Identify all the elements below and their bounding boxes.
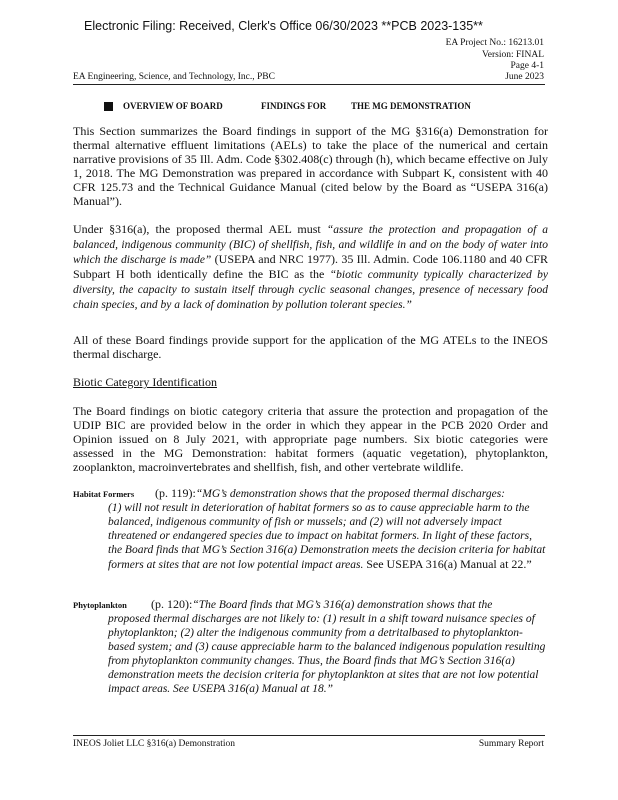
paragraph-bic-mid: (USEPA and NRC 1977). 35 Ill. Admin. Code 106.1180 and 40 CFR Subpart H both identically define the BIC as the	[73, 252, 549, 281]
footer-rule	[73, 735, 545, 736]
project-number: EA Project No.: 16213.01	[445, 38, 544, 48]
paragraph-intro	[73, 124, 548, 208]
category-habitat-formers	[73, 486, 548, 572]
paragraph-intro-text: This Section summarizes the Board findings in support of the MG §316(a) Demonstration for thermal alternative effluent limitations (AELs) to take the place of the numerical and certain narrative provisions of 35 Ill. Adm. Code §302.408(c) through (h), which became effective on July 1, 2018. The MG Demonstration was prepared in accordance with Subpart K, consistent with 40 CFR 125.73 and the Technical Guidance Manual (cited below by the Board as “USEPA 316(a) Manual”).	[73, 124, 548, 208]
footer-left: INEOS Joliet LLC §316(a) Demonstration	[73, 739, 236, 749]
quote-first-line: “MG’s demonstration shows that the proposed thermal discharges:	[195, 488, 506, 500]
quote-body: proposed thermal discharges are not likely to: (1) result in a shift toward nuisance species of phytoplankton; (2) alter the indigenous community from a detritalbased to phytoplankton-based system; and (3) cause appreciable harm to the balanced indigenous population resulting from phytoplankton community changes. Thus, the Board finds that MG’s Section 316(a) demonstration meets the decision criteria for phytoplankton at sites that are not low potential impact areas. See USEPA 316(a) Manual at 18.”	[108, 613, 546, 695]
category-name: Phytoplankton	[73, 600, 127, 610]
header-rule	[73, 84, 545, 85]
section-heading-part1: OVERVIEW OF BOARD	[123, 101, 223, 111]
bic-quote-2: “biotic community typically characterized by diversity, the capacity to sustain itself through cyclic seasonal changes, presence of necessary food chain species, and by a lack of domination by pollution tolerant species.”	[73, 269, 549, 311]
page-reference: (p. 120):	[151, 597, 193, 611]
paragraph-categories	[73, 404, 548, 474]
quote-body: (1) will not result in deterioration of habitat formers so as to cause appreciable harm to the balanced, indigenous community of fish or mussels; and (2) will not adversely impact threatened or endangered species due to impact on habitat formers. In light of these factors, the Board finds that MG’s Section 316(a) Demonstration meets the decision criteria for habitat formers at sites that are not low potential impact areas.	[108, 502, 546, 571]
paragraph-categories-text: The Board findings on biotic category criteria that assure the protection and propagation of the UDIP BIC are provided below in the order in which they appear in the PCB 2020 Order and Opinion issued on 8 July 2021, with appropriate page numbers. Six biotic categories were assessed in the MG Demonstration: habitat formers (aquatic vegetation), phytoplankton, zooplankton, macroinvertebrates and shellfish, fish, and other vertebrate wildlife.	[73, 404, 548, 474]
company-name: EA Engineering, Science, and Technology, Inc., PBC	[73, 72, 275, 82]
paragraph-bic	[73, 222, 548, 312]
quote-tail: See USEPA 316(a) Manual at 22.”	[366, 557, 532, 571]
section-heading-part3: THE MG DEMONSTRATION	[351, 101, 471, 111]
subheading-text: Biotic Category Identification	[73, 375, 217, 389]
bic-quote-1: “assure the protection and propagation of a balanced, indigenous community (BIC) of shellfish, fish, and wildlife in and on the body of water into which the discharge is made”	[73, 224, 548, 266]
filing-stamp: Electronic Filing: Received, Clerk's Office 06/30/2023 **PCB 2023-135**	[84, 19, 483, 33]
header-date: June 2023	[505, 72, 544, 82]
section-heading	[104, 101, 471, 111]
page-reference: (p. 119):	[155, 486, 196, 500]
header-meta	[446, 38, 544, 73]
quote-first-line: “The Board finds that MG’s 316(a) demonstration shows that the	[192, 599, 493, 611]
subheading	[73, 375, 548, 389]
footer-right: Summary Report	[478, 739, 544, 749]
paragraph-bic-lead: Under §316(a), the proposed thermal AEL must	[73, 222, 327, 236]
section-heading-part2: FINDINGS FOR	[261, 101, 327, 111]
page-number: Page 4-1	[510, 61, 544, 71]
version: Version: FINAL	[481, 49, 544, 60]
category-phytoplankton	[73, 597, 548, 696]
square-bullet-icon	[104, 102, 113, 111]
paragraph-support-text: All of these Board findings provide support for the application of the MG ATELs to the INEOS thermal discharge.	[73, 333, 548, 361]
paragraph-support	[73, 333, 548, 361]
category-name: Habitat Formers	[73, 489, 135, 499]
